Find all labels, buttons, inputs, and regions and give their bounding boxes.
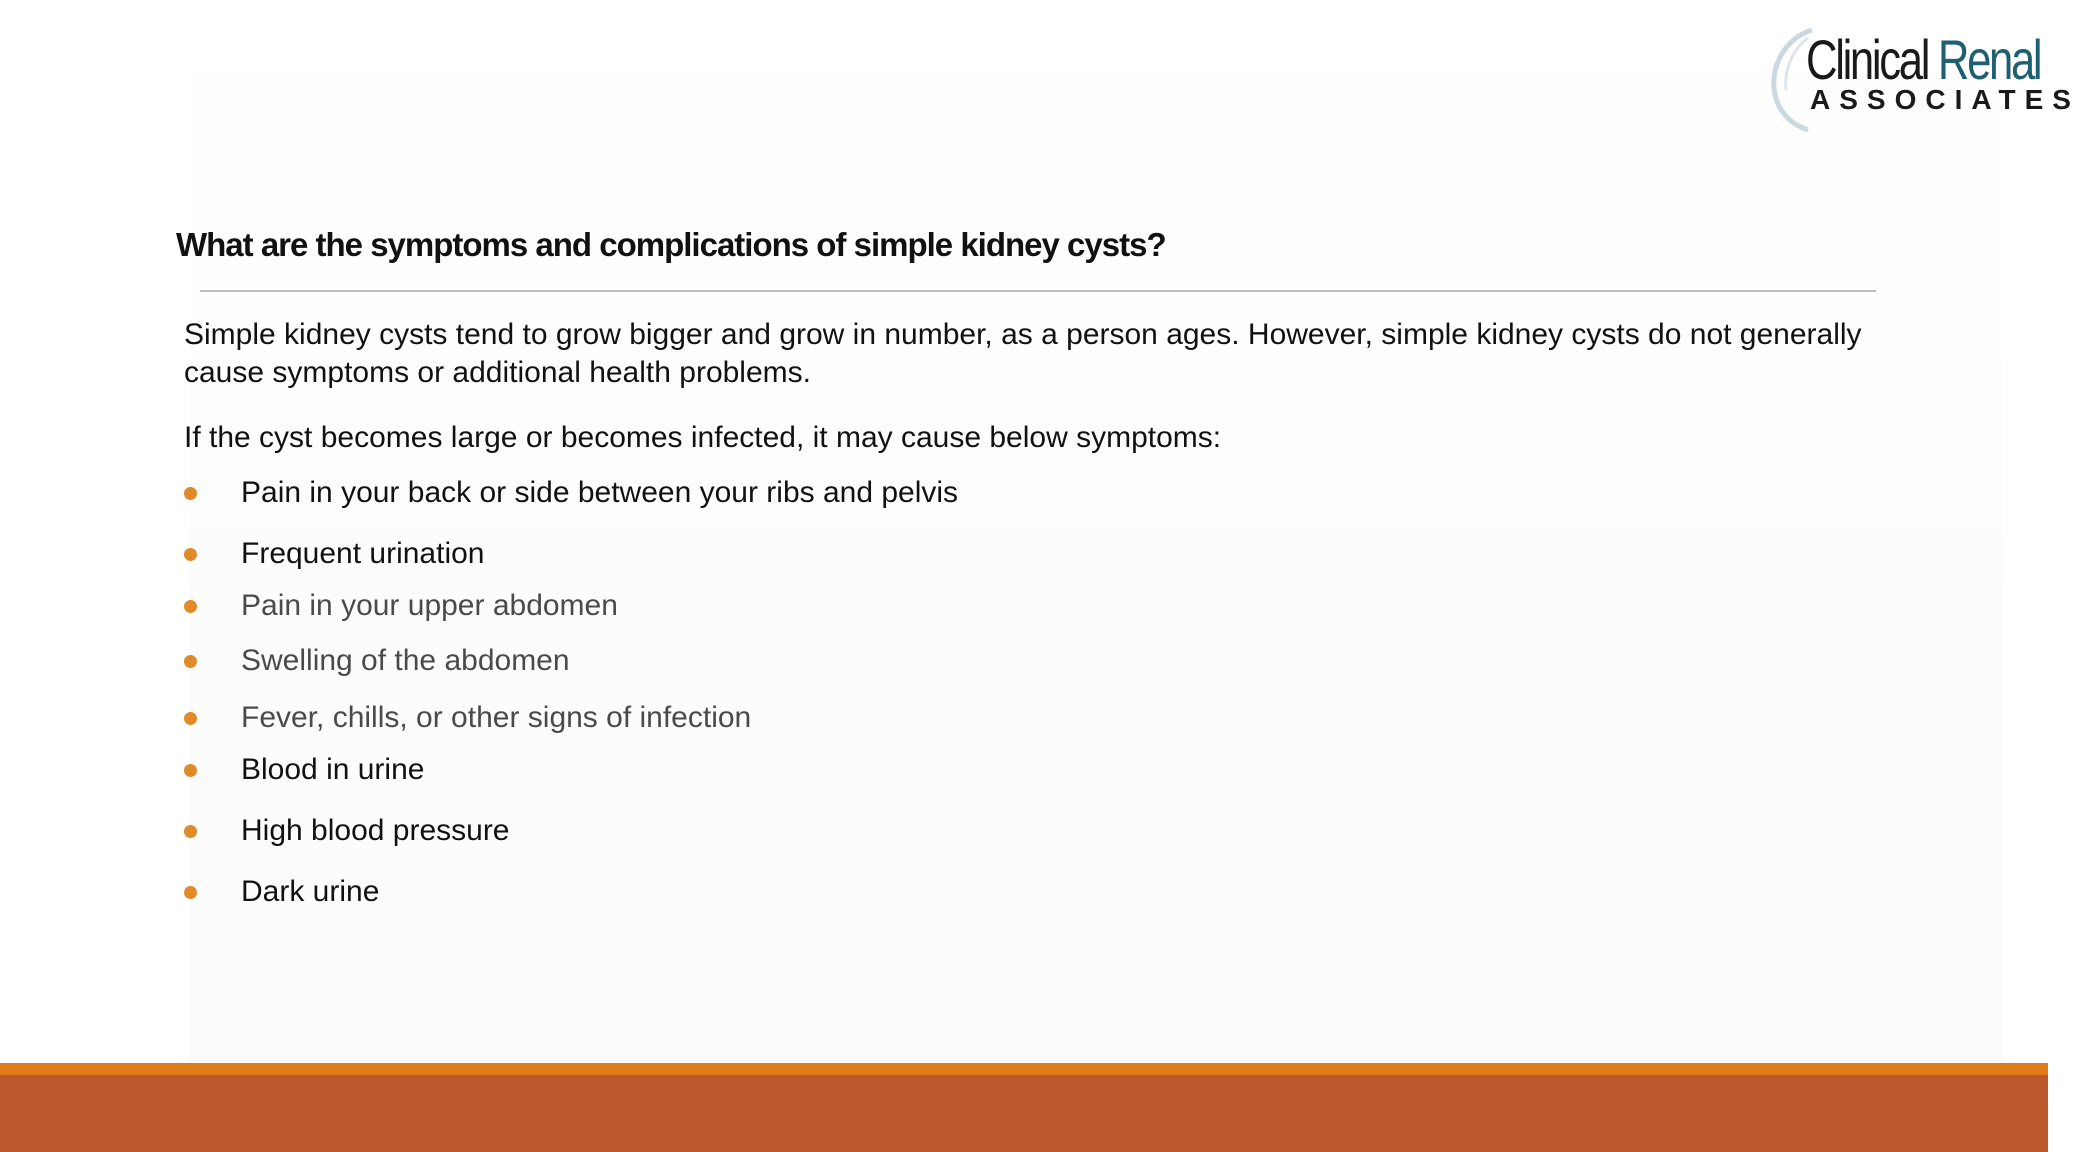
symptom-list-item <box>184 750 424 790</box>
bullet-icon <box>184 655 197 668</box>
slide-title: What are the symptoms and complications of simple kidney cysts? <box>176 226 1166 263</box>
symptom-list-item <box>184 872 379 912</box>
bullet-icon <box>184 600 197 613</box>
bullet-icon <box>184 548 197 561</box>
bullet-icon <box>184 764 197 777</box>
bullet-icon <box>184 487 197 500</box>
content-panel <box>190 0 2002 1063</box>
symptom-list-item <box>184 811 510 851</box>
symptom-text: Blood in urine <box>241 753 425 786</box>
symptom-text: Pain in your back or side between your ribs and pelvis <box>241 476 959 509</box>
symptom-text: Pain in your upper abdomen <box>241 589 618 622</box>
logo-word-clinical: Clinical <box>1806 28 1929 91</box>
symptom-list-item <box>184 698 751 738</box>
symptoms-lead-in: If the cyst becomes large or becomes infected, it may cause below symptoms: <box>184 421 1222 454</box>
symptom-text: Swelling of the abdomen <box>241 644 570 677</box>
symptom-list-item <box>184 473 958 513</box>
logo-wordmark-top <box>1806 28 2041 91</box>
bullet-icon <box>184 712 197 725</box>
clinical-renal-associates-logo <box>1768 24 2080 136</box>
intro-paragraph: Simple kidney cysts tend to grow bigger and grow in number, as a person ages. However, simple kidney cysts do not generally cause symptoms or additional health problems. <box>184 318 1862 389</box>
logo-wordmark-bottom: ASSOCIATES <box>1810 84 2080 115</box>
symptom-text: Fever, chills, or other signs of infection <box>241 701 752 734</box>
footer-bar <box>0 1075 2048 1152</box>
footer-accent-stripe <box>0 1063 2048 1075</box>
symptom-list-item <box>184 641 570 681</box>
logo-word-renal: Renal <box>1937 28 2041 91</box>
title-divider <box>200 290 1876 292</box>
symptom-text: High blood pressure <box>241 814 510 847</box>
symptom-text: Dark urine <box>241 875 380 908</box>
symptom-text: Frequent urination <box>241 537 485 570</box>
bullet-icon <box>184 825 197 838</box>
bullet-icon <box>184 886 197 899</box>
symptom-list-item <box>184 534 485 574</box>
symptom-list-item <box>184 586 618 626</box>
